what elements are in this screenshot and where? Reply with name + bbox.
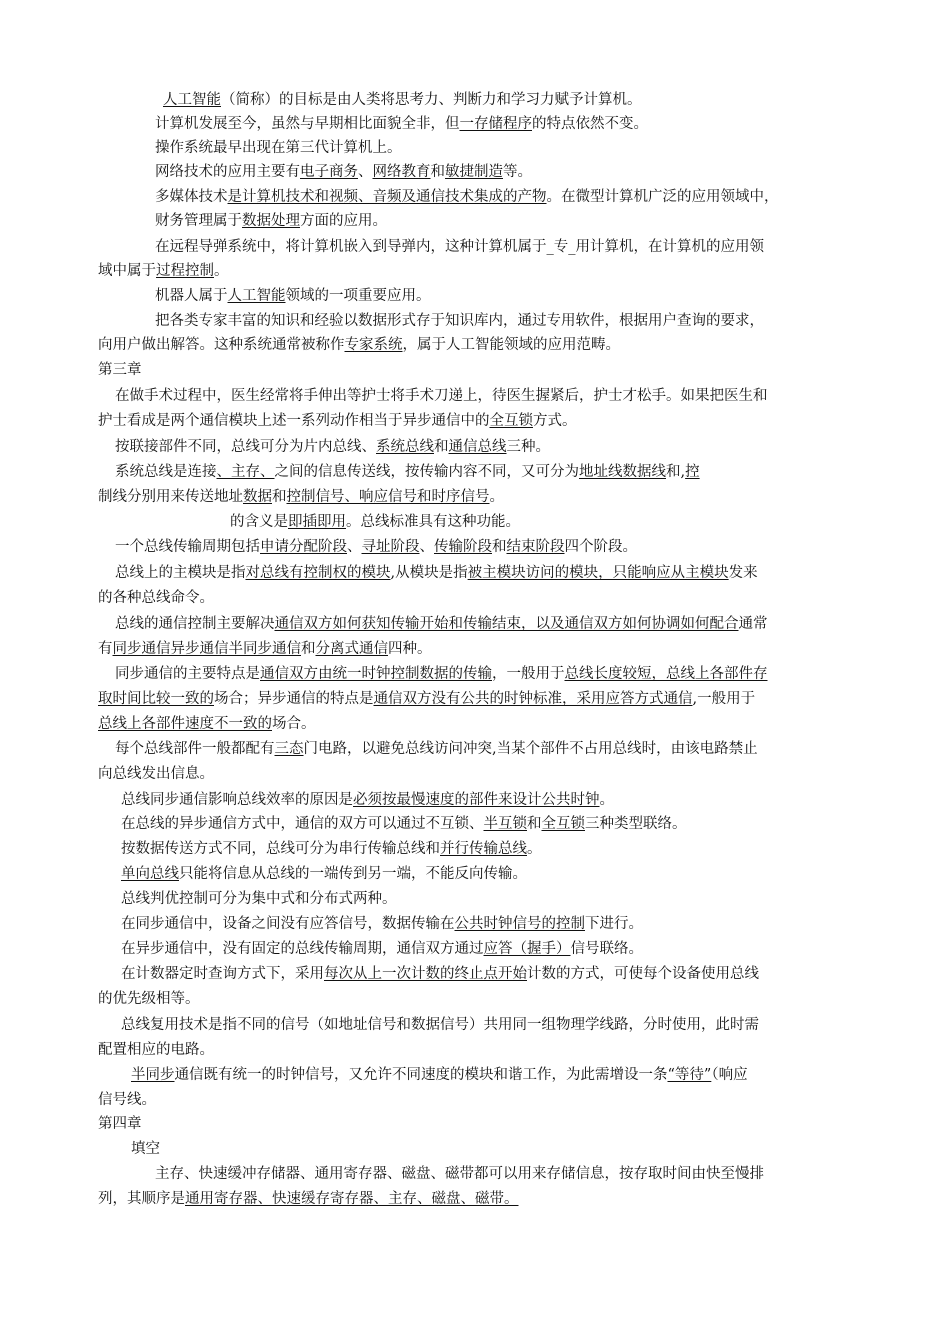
text-line [121, 937, 950, 961]
text-segment: 信号线。 [98, 1092, 156, 1108]
text-line [115, 384, 950, 408]
text-line [230, 510, 950, 534]
text-segment: 信号联络。 [570, 941, 643, 957]
text-segment: 和 [492, 539, 507, 555]
text-segment: 网络技术的应用主要有 [155, 164, 300, 180]
text-segment: 填空 [131, 1141, 160, 1157]
underlined-answer: 分离式通信 [315, 641, 388, 657]
text-segment: 下进行。 [585, 916, 643, 932]
text-segment: 在远程导弹系统中，将计算机嵌入到导弹内，这种计算机属于_专_用计算机，在计算机的应用领 [155, 239, 764, 255]
text-segment: ，一般用于 [492, 666, 565, 682]
text-segment: 和 [301, 641, 316, 657]
underlined-answer: 对总线有控制权的模块 [245, 565, 391, 581]
underlined-answer: 半同步 [131, 1067, 175, 1083]
text-line [98, 1038, 950, 1062]
underlined-answer: 人工智能 [163, 92, 221, 108]
text-segment: 操作系统最早出现在第三代计算机上。 [155, 140, 402, 156]
text-segment: ,从模块是指 [390, 565, 468, 581]
text-segment: 总线同步通信影响总线效率的原因是 [121, 792, 353, 808]
underlined-answer: 三态 [274, 741, 304, 757]
text-line [121, 912, 950, 936]
text-segment: （简称）的目标是由人类将思考力、判断力和学习力赋予计算机。 [221, 92, 642, 108]
text-segment: 每个总线部件一般都配有 [115, 741, 275, 757]
text-line [163, 88, 950, 112]
text-segment: ,一般用于 [692, 691, 756, 707]
underlined-answer: 公共时钟信号的控制 [454, 916, 585, 932]
text-line [121, 788, 950, 812]
underlined-answer: 全互锁 [489, 413, 533, 429]
text-segment: 在做手术过程中，医生经常将手伸出等护士将手术刀递上，待医生握紧后，护士才松手。如果把医生和 [115, 388, 768, 404]
underlined-answer: 通信双方如何获知传输开始和传输结束，以及通信双方如何协调如何配合 [274, 616, 739, 632]
underlined-answer: 专家系统 [344, 337, 403, 353]
text-line [115, 535, 950, 559]
text-line [121, 887, 950, 911]
underlined-answer: “等待” [667, 1067, 712, 1083]
text-segment: 总线判优控制可分为集中式和分布式两种。 [121, 891, 397, 907]
text-segment: 第三章 [98, 362, 142, 378]
text-segment: 把各类专家丰富的知识和经验以数据形式存于知识库内，通过专用软件，根据用户查询的要求， [155, 313, 764, 329]
text-line [121, 837, 950, 861]
underlined-answer: 地址线数据线 [579, 464, 666, 480]
text-segment: 之间的信息传送线，按传输内容不同，又可分为 [274, 464, 579, 480]
underlined-answer: 总线上各部件速度不一致的 [98, 716, 272, 732]
text-line [98, 987, 950, 1011]
text-segment: 和, [666, 464, 686, 480]
underlined-answer: 一存储程序 [459, 116, 532, 132]
text-segment: 场合。 [272, 716, 316, 732]
text-segment: 方面的应用。 [300, 213, 387, 229]
text-segment: 四种。 [388, 641, 432, 657]
text-segment: 护士看成是两个通信模块上述一系列动作相当于异步通信中的 [98, 413, 490, 429]
text-line [98, 358, 950, 382]
text-segment: 场合；异步通信的特点是 [214, 691, 374, 707]
text-segment: （响应 [711, 1067, 748, 1083]
text-line [155, 1162, 950, 1186]
text-line [131, 1137, 950, 1161]
text-segment: 和 [430, 164, 445, 180]
text-segment: 。 [527, 841, 542, 857]
text-segment: ，属于人工智能领域的应用范畴。 [402, 337, 620, 353]
text-segment: 在计数器定时查询方式下，采用 [121, 966, 324, 982]
text-line [155, 185, 950, 209]
underlined-answer: 通信双方没有公共的时钟标准，采用应答方式通信 [373, 691, 693, 707]
text-segment: 只能将信息从总线的一端传到另一端，不能反向传输。 [179, 866, 527, 882]
text-segment: 领域的一项重要应用。 [285, 288, 431, 304]
text-segment: 在异步通信中，没有固定的总线传输周期，通信双方通过 [121, 941, 484, 957]
underlined-answer: 、主存、 [216, 464, 275, 480]
text-line [115, 460, 950, 484]
text-line [155, 136, 950, 160]
text-segment: 。在微型计算机广泛的应用领域中， [546, 189, 779, 205]
text-segment: 。 [489, 489, 504, 505]
underlined-answer: 半互锁 [483, 816, 527, 832]
text-segment: 总线上的主模块是指 [115, 565, 246, 581]
text-segment: 多媒体技术 [155, 189, 228, 205]
text-line [155, 284, 950, 308]
text-line [155, 209, 950, 233]
underlined-answer: 同步通信异步通信半同步通信 [112, 641, 301, 657]
underlined-answer: 取时间比较一致的 [98, 691, 214, 707]
text-line [98, 1112, 950, 1136]
text-segment: 总线复用技术是指不同的信号（如地址信号和数据信号）共用同一组物理学线路，分时使用，此时需 [121, 1017, 759, 1033]
underlined-answer: 被主模块访问的模块，只能响应从主模块 [467, 565, 729, 581]
text-segment: 。 [214, 263, 229, 279]
text-line [98, 762, 950, 786]
text-segment: 机器人属于 [155, 288, 228, 304]
text-line [131, 1063, 950, 1087]
text-segment: 三种类型联络。 [585, 816, 687, 832]
text-segment: 通信既有统一的时钟信号，又允许不同速度的模块和谐工作，为此需增设一条 [174, 1067, 668, 1083]
text-segment: 的特点依然不变。 [532, 116, 648, 132]
underlined-answer: 必须按最慢速度的部件来设计公共时钟 [353, 792, 600, 808]
underlined-answer: 通信双方由统一时钟控制数据的传输 [260, 666, 492, 682]
text-segment: 和 [434, 439, 449, 455]
text-segment: 在同步通信中，设备之间没有应答信号，数据传输在 [121, 916, 455, 932]
text-line [115, 662, 950, 686]
text-line [98, 333, 950, 357]
underlined-answer: 应答（握手） [483, 941, 571, 957]
text-segment: 财务管理属于 [155, 213, 242, 229]
underlined-answer: 寻址阶段 [361, 539, 420, 555]
text-segment: 计算机发展至今，虽然与早期相比面貌全非，但 [155, 116, 460, 132]
underlined-answer: 数据处理 [242, 213, 300, 229]
text-segment: 按联接部件不同，总线可分为片内总线、 [115, 439, 376, 455]
text-segment: 、 [419, 539, 434, 555]
text-segment: 的各种总线命令。 [98, 590, 214, 606]
text-segment: 和 [527, 816, 542, 832]
text-segment: 有 [98, 641, 113, 657]
text-line [155, 112, 950, 136]
text-segment: 总线的通信控制主要解决 [115, 616, 275, 632]
text-line [115, 737, 950, 761]
underlined-answer: 传输阶段 [434, 539, 492, 555]
text-segment: 在总线的异步通信方式中，通信的双方可以通过不互锁、 [121, 816, 484, 832]
text-segment: 通常 [738, 616, 768, 632]
text-segment: 、 [347, 539, 362, 555]
underlined-answer: 过程控制 [156, 263, 214, 279]
underlined-answer: 控制信号、响应信号和时序信号 [286, 489, 490, 505]
text-segment: 发来 [728, 565, 758, 581]
underlined-answer: 单向总线 [121, 866, 179, 882]
underlined-answer: 电子商务 [300, 164, 358, 180]
underlined-answer: 系统总线 [376, 439, 434, 455]
text-segment: 计数的方式，可使每个设备使用总线 [527, 966, 759, 982]
underlined-answer: 通信总线 [448, 439, 507, 455]
text-line [121, 1013, 950, 1037]
text-line [98, 409, 950, 433]
text-segment: 。总线标准具有这种功能。 [346, 514, 520, 530]
text-line [98, 586, 950, 610]
text-segment: 的含义是 [230, 514, 288, 530]
underlined-answer: 数据 [243, 489, 272, 505]
underlined-answer: 人工智能 [227, 288, 286, 304]
text-segment: 。 [599, 792, 614, 808]
underlined-answer: 控 [685, 464, 700, 480]
text-segment: 系统总线是连接 [115, 464, 217, 480]
text-segment: 第四章 [98, 1116, 142, 1132]
text-line [115, 561, 950, 585]
text-line [98, 1187, 950, 1211]
text-segment: 一个总线传输周期包括 [115, 539, 260, 555]
text-line [121, 862, 950, 886]
underlined-answer: 全互锁 [541, 816, 585, 832]
text-line [121, 962, 950, 986]
text-line [98, 687, 950, 711]
text-segment: 四个阶段。 [564, 539, 637, 555]
text-line [98, 637, 950, 661]
text-segment: 主存、快速缓冲存储器、通用寄存器、磁盘、磁带都可以用来存储信息，按存取时间由快至慢排 [155, 1166, 764, 1182]
text-segment: 门电路，以避免总线访问冲突,当某个部件不占用总线时，由该电路禁止 [303, 741, 758, 757]
text-segment: 同步通信的主要特点是 [115, 666, 260, 682]
underlined-answer: 网络教育 [372, 164, 431, 180]
underlined-answer: 通用寄存器、快速缓存寄存器、主存、磁盘、磁带。 [185, 1191, 519, 1207]
text-segment: 、 [358, 164, 373, 180]
text-line [155, 309, 950, 333]
text-segment: 方式。 [533, 413, 577, 429]
text-line [98, 712, 950, 736]
underlined-answer: 并行传输总线 [440, 841, 527, 857]
text-line [98, 1088, 950, 1112]
text-line [98, 485, 950, 509]
text-segment: 等。 [503, 164, 532, 180]
underlined-answer: 申请分配阶段 [260, 539, 347, 555]
underlined-answer: 总线长度较短，总线上各部件存 [564, 666, 768, 682]
text-segment: 配置相应的电路。 [98, 1042, 214, 1058]
text-line [155, 160, 950, 184]
text-line [155, 235, 950, 259]
text-segment: 和 [272, 489, 287, 505]
underlined-answer: 是计算机技术和视频、音频及通信技术集成的产物 [227, 189, 547, 205]
text-segment: 三种。 [506, 439, 550, 455]
underlined-answer: 每次从上一次计数的终止点开始 [324, 966, 527, 982]
text-line [98, 259, 950, 283]
text-line [121, 812, 950, 836]
text-segment: 向用户做出解答。这种系统通常被称作 [98, 337, 345, 353]
text-segment: 的优先级相等。 [98, 991, 200, 1007]
text-line [115, 435, 950, 459]
text-segment: 向总线发出信息。 [98, 766, 214, 782]
text-line [115, 612, 950, 636]
text-segment: 域中属于 [98, 263, 156, 279]
underlined-answer: 即插即用 [288, 514, 346, 530]
underlined-answer: 结束阶段 [506, 539, 565, 555]
text-segment: 制线分别用来传送地址 [98, 489, 243, 505]
text-segment: 按数据传送方式不同，总线可分为串行传输总线和 [121, 841, 440, 857]
text-segment: 列，其顺序是 [98, 1191, 185, 1207]
underlined-answer: 敏捷制造 [445, 164, 503, 180]
